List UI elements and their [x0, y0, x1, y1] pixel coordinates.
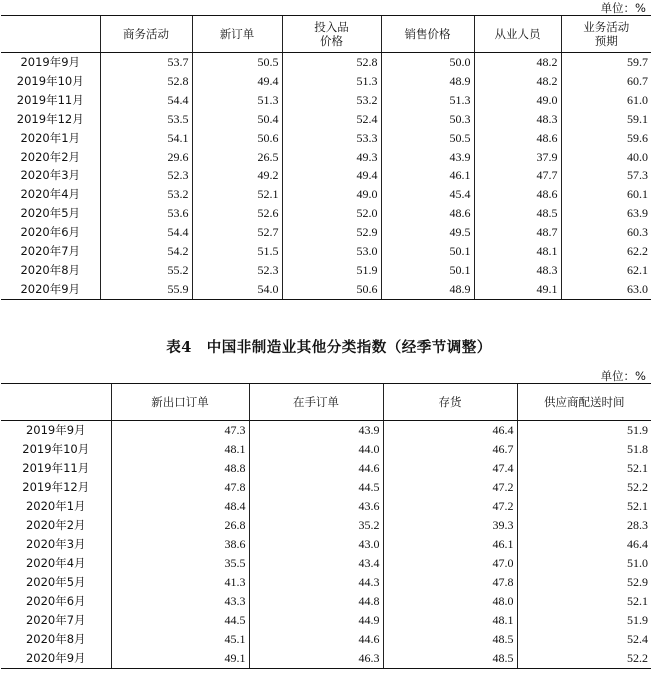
table-cell: 57.3 — [561, 166, 651, 185]
table-cell: 52.1 — [192, 185, 282, 204]
table3-header-5: 从业人员 — [474, 16, 561, 53]
row-label: 2020年4月 — [20, 187, 81, 202]
table-cell: 51.3 — [192, 91, 282, 110]
table-cell: 52.8 — [100, 72, 192, 91]
table-row — [1, 242, 651, 261]
table-cell: 50.5 — [381, 129, 474, 148]
row-label: 2019年10月 — [22, 442, 90, 456]
table-cell: 43.0 — [249, 535, 383, 554]
row-label: 2020年3月 — [25, 537, 86, 551]
table-cell: 55.9 — [100, 280, 192, 299]
table4-header-1: 新出口订单 — [111, 384, 249, 421]
table-cell: 52.8 — [282, 53, 381, 72]
table-cell: 51.5 — [192, 242, 282, 261]
table4-title: 表4 中国非制造业其他分类指数（经季节调整） — [166, 339, 492, 356]
table-cell: 37.9 — [474, 148, 561, 167]
table-cell: 47.4 — [383, 459, 517, 478]
table-cell: 28.3 — [517, 516, 651, 535]
table-cell: 50.1 — [381, 242, 474, 261]
table-cell: 48.1 — [383, 611, 517, 630]
table-cell: 38.6 — [111, 535, 249, 554]
table3-header-1: 商务活动 — [100, 16, 192, 53]
table-cell: 51.9 — [517, 421, 651, 441]
table-cell: 51.8 — [517, 440, 651, 459]
table-cell: 26.5 — [192, 148, 282, 167]
table-cell: 54.4 — [100, 91, 192, 110]
row-label: 2020年7月 — [20, 244, 81, 259]
row-label: 2020年1月 — [20, 130, 81, 145]
table-row — [1, 459, 651, 478]
table-cell: 51.9 — [282, 261, 381, 280]
table3-body — [1, 53, 651, 300]
table-cell: 48.5 — [383, 649, 517, 669]
table-cell: 50.6 — [192, 129, 282, 148]
table-cell: 45.1 — [111, 630, 249, 649]
table-cell: 44.6 — [249, 630, 383, 649]
table-row — [1, 261, 651, 280]
table-cell: 52.6 — [192, 204, 282, 223]
table-cell: 54.4 — [100, 223, 192, 242]
table-cell: 52.4 — [282, 110, 381, 129]
table-cell: 47.2 — [383, 478, 517, 497]
unit-label-table4: 单位：% — [600, 369, 646, 383]
table-cell: 49.3 — [282, 148, 381, 167]
table-cell: 47.8 — [383, 573, 517, 592]
table-cell: 41.3 — [111, 573, 249, 592]
table4-header-2: 在手订单 — [249, 384, 383, 421]
unit-label-top: 单位：% — [600, 1, 646, 15]
table-cell: 51.0 — [517, 554, 651, 573]
table-cell: 49.0 — [282, 185, 381, 204]
table-row — [1, 535, 651, 554]
table-cell: 60.7 — [561, 72, 651, 91]
table-cell: 54.2 — [100, 242, 192, 261]
table-row — [1, 53, 651, 72]
table3-header-3: 投入品 价格 — [282, 16, 381, 53]
table4-header-3: 存货 — [383, 384, 517, 421]
table-cell: 48.5 — [474, 204, 561, 223]
table-cell: 35.2 — [249, 516, 383, 535]
table-cell: 49.4 — [282, 166, 381, 185]
table-cell: 46.4 — [383, 421, 517, 441]
table-cell: 48.6 — [474, 185, 561, 204]
row-label: 2020年5月 — [20, 206, 81, 221]
table-cell: 63.9 — [561, 204, 651, 223]
table-cell: 62.1 — [561, 261, 651, 280]
table-cell: 44.8 — [249, 592, 383, 611]
row-label: 2019年10月 — [16, 73, 84, 88]
row-label: 2019年9月 — [25, 423, 86, 437]
table-cell: 52.1 — [517, 497, 651, 516]
table4-header-0 — [1, 384, 111, 421]
table-cell: 59.1 — [561, 110, 651, 129]
row-label: 2020年7月 — [25, 613, 86, 627]
table3-header-4: 销售价格 — [381, 16, 474, 53]
table-cell: 46.4 — [517, 535, 651, 554]
table-cell: 50.0 — [381, 53, 474, 72]
table-cell: 47.2 — [383, 497, 517, 516]
row-label: 2020年5月 — [25, 575, 86, 589]
table4-header-4: 供应商配送时间 — [517, 384, 651, 421]
table-cell: 48.7 — [474, 223, 561, 242]
table-cell: 49.0 — [474, 91, 561, 110]
table-cell: 50.6 — [282, 280, 381, 299]
table-cell: 59.6 — [561, 129, 651, 148]
table-cell: 46.1 — [381, 166, 474, 185]
table-row — [1, 91, 651, 110]
table-cell: 53.2 — [100, 185, 192, 204]
table-cell: 44.6 — [249, 459, 383, 478]
table-cell: 51.3 — [381, 91, 474, 110]
table-cell: 63.0 — [561, 280, 651, 299]
table-cell: 48.4 — [111, 497, 249, 516]
row-label: 2020年8月 — [20, 262, 81, 277]
table-cell: 52.3 — [192, 261, 282, 280]
row-label: 2019年12月 — [22, 480, 90, 494]
table-row — [1, 554, 651, 573]
table3-header-row — [1, 16, 651, 53]
table-row — [1, 630, 651, 649]
table-cell: 53.2 — [282, 91, 381, 110]
row-label: 2020年1月 — [25, 499, 86, 513]
table-cell: 51.3 — [282, 72, 381, 91]
row-label: 2020年8月 — [25, 632, 86, 646]
row-label: 2019年9月 — [20, 55, 81, 69]
table-cell: 48.6 — [474, 129, 561, 148]
table-cell: 49.1 — [474, 280, 561, 299]
table-cell: 44.0 — [249, 440, 383, 459]
table-cell: 43.4 — [249, 554, 383, 573]
table-cell: 43.6 — [249, 497, 383, 516]
row-label: 2020年2月 — [25, 518, 86, 532]
table4-header-row — [1, 384, 651, 421]
table-row — [1, 592, 651, 611]
table-cell: 29.6 — [100, 148, 192, 167]
table-row — [1, 72, 651, 91]
table-cell: 54.0 — [192, 280, 282, 299]
table-cell: 45.4 — [381, 185, 474, 204]
row-label: 2019年12月 — [16, 111, 84, 126]
table-row — [1, 148, 651, 167]
table-cell: 52.9 — [517, 573, 651, 592]
table3-header-2: 新订单 — [192, 16, 282, 53]
table-row — [1, 185, 651, 204]
row-label: 2020年9月 — [1, 649, 111, 669]
table-cell: 48.2 — [474, 53, 561, 72]
table-cell: 60.3 — [561, 223, 651, 242]
table-cell: 59.7 — [561, 53, 651, 72]
row-label: 2020年4月 — [25, 556, 86, 570]
table-cell: 61.0 — [561, 91, 651, 110]
table-cell: 47.0 — [383, 554, 517, 573]
row-label: 2020年2月 — [20, 149, 81, 164]
table-cell: 46.3 — [249, 649, 383, 669]
table-cell: 43.3 — [111, 592, 249, 611]
table-cell: 44.9 — [249, 611, 383, 630]
table-cell: 47.3 — [111, 421, 249, 441]
table3-header-6: 业务活动 预期 — [561, 16, 651, 53]
table-row — [1, 516, 651, 535]
table-cell: 51.9 — [517, 611, 651, 630]
table-cell: 26.8 — [111, 516, 249, 535]
table-cell: 53.6 — [100, 204, 192, 223]
table-row — [1, 440, 651, 459]
row-label: 2020年6月 — [25, 594, 86, 608]
table-cell: 49.1 — [111, 649, 249, 669]
table3-nonmanufacturing-subindices — [1, 15, 651, 300]
table-row — [1, 280, 651, 299]
table-cell: 49.4 — [192, 72, 282, 91]
table-cell: 52.1 — [517, 459, 651, 478]
table-cell: 52.3 — [100, 166, 192, 185]
table-cell: 52.0 — [282, 204, 381, 223]
table-cell: 50.4 — [192, 110, 282, 129]
table-cell: 48.0 — [383, 592, 517, 611]
table-cell: 35.5 — [111, 554, 249, 573]
table-cell: 48.1 — [474, 242, 561, 261]
table-cell: 44.3 — [249, 573, 383, 592]
table-cell: 48.8 — [111, 459, 249, 478]
table4-body — [1, 421, 651, 669]
table-cell: 52.2 — [517, 478, 651, 497]
table-row — [1, 204, 651, 223]
table-cell: 50.3 — [381, 110, 474, 129]
table-cell: 50.5 — [192, 53, 282, 72]
table-cell: 53.5 — [100, 110, 192, 129]
table-row — [1, 166, 651, 185]
table-cell: 48.6 — [381, 204, 474, 223]
table-cell: 48.2 — [474, 72, 561, 91]
table-cell: 53.0 — [282, 242, 381, 261]
table-cell: 43.9 — [249, 421, 383, 441]
table-cell: 52.9 — [282, 223, 381, 242]
table-cell: 48.9 — [381, 72, 474, 91]
table-cell: 60.1 — [561, 185, 651, 204]
table-cell: 39.3 — [383, 516, 517, 535]
table-row — [1, 129, 651, 148]
table-row — [1, 573, 651, 592]
table-row — [1, 611, 651, 630]
row-label: 2020年6月 — [20, 225, 81, 240]
table-cell: 55.2 — [100, 261, 192, 280]
table-cell: 48.9 — [381, 280, 474, 299]
table-cell: 48.1 — [111, 440, 249, 459]
table-cell: 46.1 — [383, 535, 517, 554]
table-cell: 53.3 — [282, 129, 381, 148]
table-cell: 52.4 — [517, 630, 651, 649]
table-cell: 52.2 — [517, 649, 651, 669]
table-cell: 40.0 — [561, 148, 651, 167]
table-row — [1, 497, 651, 516]
table-cell: 43.9 — [381, 148, 474, 167]
table-cell: 44.5 — [111, 611, 249, 630]
row-label: 2019年11月 — [16, 92, 84, 107]
table-cell: 49.5 — [381, 223, 474, 242]
table-cell: 48.5 — [383, 630, 517, 649]
table-row — [1, 421, 651, 441]
table-cell: 49.2 — [192, 166, 282, 185]
table-cell: 47.7 — [474, 166, 561, 185]
table-cell: 52.7 — [192, 223, 282, 242]
table-row — [1, 110, 651, 129]
table-cell: 50.1 — [381, 261, 474, 280]
row-label: 2019年11月 — [22, 461, 90, 475]
table-cell: 62.2 — [561, 242, 651, 261]
table3-header-0 — [1, 16, 100, 53]
table-cell: 47.8 — [111, 478, 249, 497]
table-row — [1, 223, 651, 242]
table4-other-subindices — [1, 383, 651, 669]
row-label: 2020年9月 — [1, 280, 100, 299]
row-label: 2020年3月 — [20, 168, 81, 183]
table-cell: 54.1 — [100, 129, 192, 148]
table-cell: 53.7 — [100, 53, 192, 72]
table-cell: 46.7 — [383, 440, 517, 459]
table-cell: 44.5 — [249, 478, 383, 497]
table-cell: 48.3 — [474, 110, 561, 129]
table-row — [1, 649, 651, 669]
table-cell: 48.3 — [474, 261, 561, 280]
table-cell: 52.1 — [517, 592, 651, 611]
table-row — [1, 478, 651, 497]
